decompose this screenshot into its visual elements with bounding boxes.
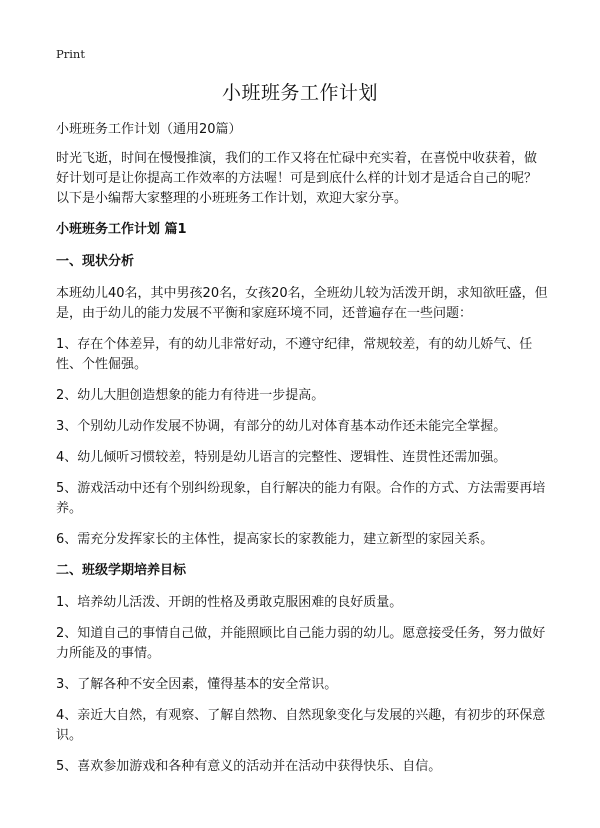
article-subtitle: 小班班务工作计划（通用20篇） (56, 122, 242, 137)
list-item: 5、喜欢参加游戏和各种有意义的活动并在活动中获得快乐、自信。 (56, 759, 442, 774)
list-item: 2、知道自己的事情自己做，并能照顾比自己能力弱的幼儿。愿意接受任务，努力做好力所能及的事情。 (56, 626, 546, 661)
list-item: 1、存在个体差异，有的幼儿非常好动，不遵守纪律，常规较差，有的幼儿娇气、任性、个性倔强。 (56, 337, 533, 372)
status-issue-list (56, 335, 548, 550)
section-heading-status: 一、现状分析 (56, 254, 135, 269)
print-link[interactable]: Print (56, 47, 85, 61)
status-paragraph: 本班幼儿40名，其中男孩20名，女孩20名，全班幼儿较为活泼开朗，求知欲旺盛，但是，由于幼儿的能力发展不平衡和家庭环境不同，还普遍存在一些问题： (56, 286, 548, 321)
section-heading-goals: 二、班级学期培养目标 (56, 563, 187, 578)
article-body (56, 120, 548, 788)
page-title: 小班班务工作计划 (221, 82, 378, 104)
list-item: 6、需充分发挥家长的主体性，提高家长的家教能力，建立新型的家园关系。 (56, 532, 494, 547)
list-item: 1、培养幼儿活泼、开朗的性格及勇敢克服困难的良好质量。 (56, 595, 403, 610)
list-item: 4、亲近大自然，有观察、了解自然物、自然现象变化与发展的兴趣，有初步的环保意识。 (56, 708, 546, 743)
list-item: 3、个别幼儿动作发展不协调，有部分的幼儿对体育基本动作还未能完全掌握。 (56, 419, 507, 434)
list-item: 2、幼儿大胆创造想象的能力有待进一步提高。 (56, 388, 325, 403)
chapter-heading: 小班班务工作计划 篇1 (56, 222, 187, 237)
list-item: 4、幼儿倾听习惯较差，特别是幼儿语言的完整性、逻辑性、连贯性还需加强。 (56, 450, 507, 465)
list-item: 5、游戏活动中还有个别纠纷现象，自行解决的能力有限。合作的方式、方法需要再培养。 (56, 481, 546, 516)
intro-paragraph: 时光飞逝，时间在慢慢推演，我们的工作又将在忙碌中充实着，在喜悦中收获着，做好计划可是让你提高工作效率的方法喔！可是到底什么样的计划才是适合自己的呢？以下是小编帮大家整理的小班班务工作计划，欢迎大家分享。 (56, 151, 538, 206)
goal-list (56, 593, 548, 777)
list-item: 3、了解各种不安全因素，懂得基本的安全常识。 (56, 677, 338, 692)
